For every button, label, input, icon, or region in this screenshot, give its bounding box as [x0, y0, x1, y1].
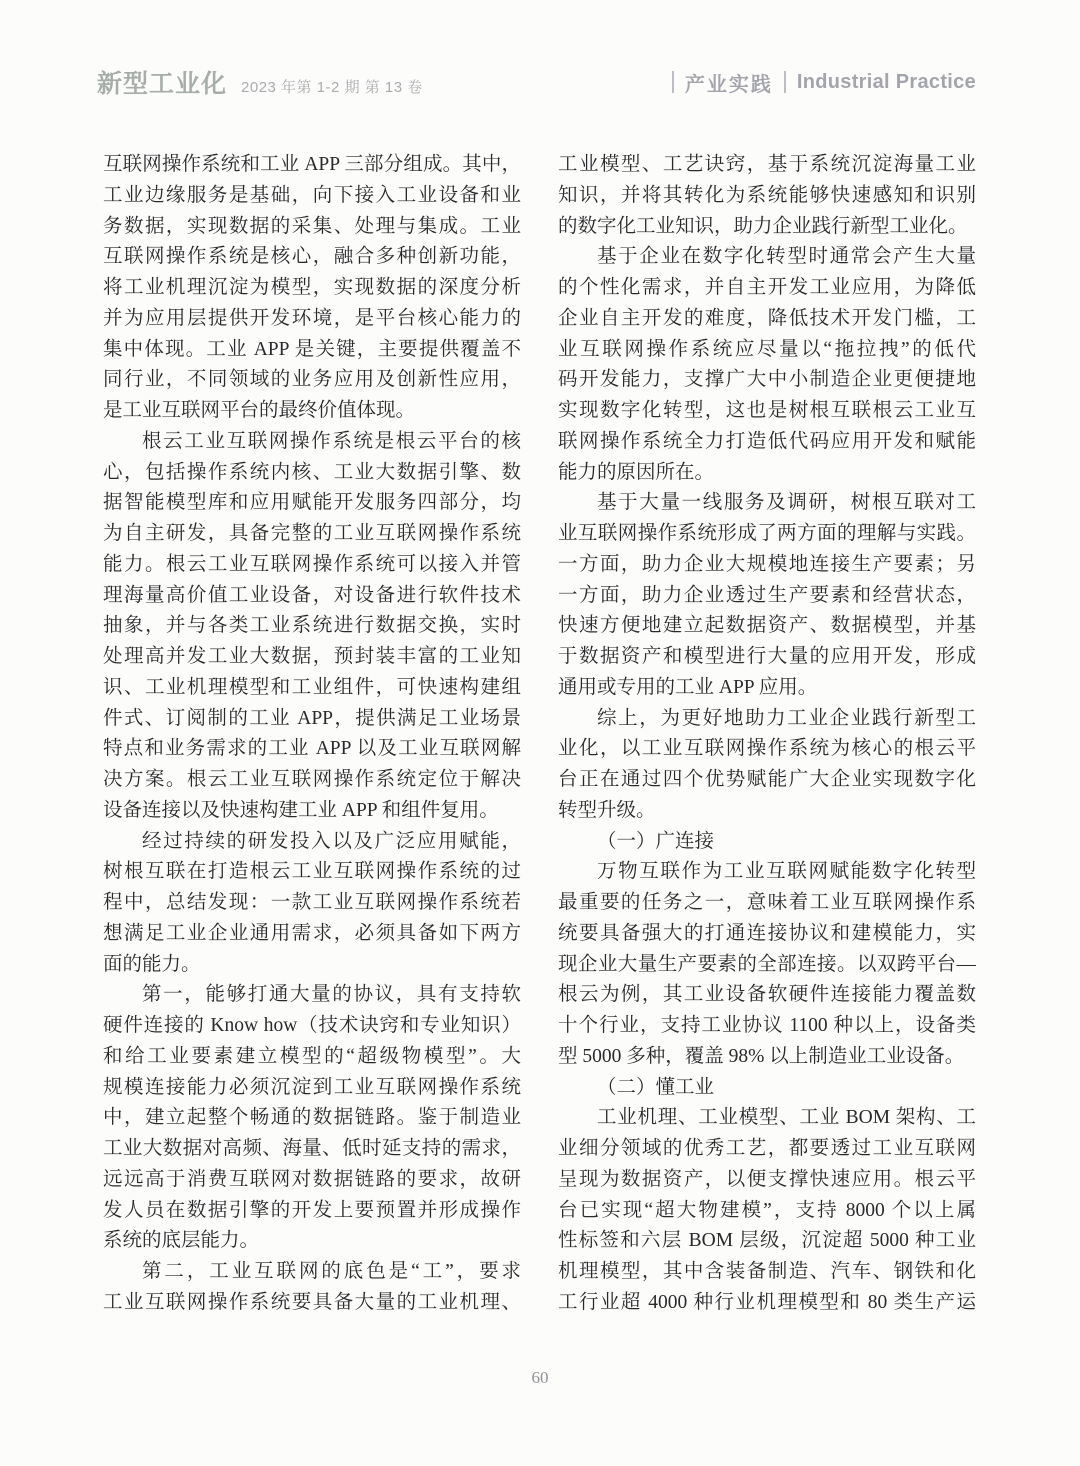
page-number: 60	[531, 1368, 549, 1387]
text-line: 务数据，实现数据的采集、处理与集成。工业	[103, 215, 521, 237]
text-line: 十个行业，支持工业协议 1100 种以上，设备类	[558, 1015, 976, 1036]
text-line: 特点和业务需求的工业 APP 以及工业互联网解	[103, 738, 521, 760]
text-line: 互联网操作系统是核心，融合多种创新功能，	[103, 246, 521, 268]
text-line: 识、工业机理模型和工业组件，可快速构建组	[103, 676, 521, 698]
section-title-cn: 产业实践	[684, 73, 773, 96]
text-line: 最重要的任务之一，意味着工业互联网操作系	[558, 892, 976, 913]
section-header	[661, 68, 976, 97]
text-line: 系统的底层能力。	[103, 1230, 260, 1252]
text-line: 的个性化需求，并自主开发工业应用，为降低	[558, 277, 976, 298]
text-line: 处理高并发工业大数据，预封装丰富的工业知	[103, 646, 521, 667]
text-line: 决方案。根云工业互联网操作系统定位于解决	[103, 769, 521, 790]
text-line: 工业机理、工业模型、工业 BOM 架构、工	[597, 1107, 976, 1129]
text-line: 规模连接能力必须沉淀到工业互联网操作系统	[103, 1076, 521, 1098]
text-line: 业化，以工业互联网操作系统为核心的根云平	[558, 738, 976, 760]
text-line: 机理模型，其中含装备制造、汽车、钢铁和化	[558, 1261, 976, 1282]
text-line: 和给工业要素建立模型的“超级物模型”。大	[103, 1045, 521, 1067]
left-column	[103, 150, 521, 1319]
text-line: 统要具备强大的打通连接协议和建模能力，实	[558, 922, 976, 944]
text-line: 业互联网操作系统应尽量以“拖拉拽”的低代	[558, 338, 976, 360]
text-line: 树根互联在打造根云工业互联网操作系统的过	[103, 861, 521, 883]
text-line: 基于大量一线服务及调研，树根互联对工	[597, 492, 976, 514]
text-line: 互联网操作系统和工业 APP 三部分组成。其中，	[103, 154, 521, 175]
text-line: 工行业超 4000 种行业机理模型和 80 类生产运	[558, 1291, 976, 1313]
text-line: 理海量高价值工业设备，对设备进行软件技术	[103, 584, 521, 606]
text-line: 据智能模型库和应用赋能开发服务四部分，均	[103, 492, 521, 514]
text-line: 台已实现“超大物建模”，支持 8000 个以上属	[558, 1199, 976, 1221]
journal-masthead	[97, 64, 423, 100]
text-line: 设备连接以及快速构建工业 APP 和组件复用。	[103, 799, 499, 821]
text-line: 第二，工业互联网的底色是“工”，要求	[142, 1261, 521, 1282]
text-line: 工业互联网操作系统要具备大量的工业机理、	[103, 1291, 521, 1313]
text-line: 发人员在数据引擎的开发上要预置并形成操作	[103, 1199, 521, 1221]
text-line: 远远高于消费互联网对数据链路的要求，故研	[103, 1168, 521, 1190]
text-line: 想满足工业企业通用需求，必须具备如下两方	[103, 922, 521, 944]
text-line: （一）广连接	[597, 830, 715, 852]
text-line: 经过持续的研发投入以及广泛应用赋能，	[142, 830, 521, 852]
text-line: 程中，总结发现：一款工业互联网操作系统若	[103, 892, 521, 913]
text-line: 将工业机理沉淀为模型，实现数据的深度分析	[103, 277, 521, 298]
text-line: 硬件连接的 Know how（技术诀窍和专业知识）	[103, 1015, 521, 1036]
page-header	[97, 66, 976, 98]
text-line: 快速方便地建立起数据资产、数据模型，并基	[558, 615, 976, 637]
text-line: 型 5000 多种，覆盖 98% 以上制造业工业设备。	[558, 1045, 965, 1067]
article-body	[103, 150, 976, 1319]
text-line: 工业边缘服务是基础，向下接入工业设备和业	[103, 184, 521, 206]
text-line: 通用或专用的工业 APP 应用。	[558, 676, 818, 698]
section-title-en: Industrial Practice	[796, 70, 976, 93]
text-line: 知识，并将其转化为系统能够快速感知和识别	[558, 184, 976, 206]
text-line: 一方面，助力企业大规模地连接生产要素；另	[558, 553, 976, 575]
text-line: 根云工业互联网操作系统是根云平台的核	[142, 430, 521, 452]
text-line: 能力的原因所在。	[558, 461, 715, 483]
text-line: 实现数字化转型，这也是树根互联根云工业互	[558, 400, 976, 421]
journal-issue-info: 2023 年第 1-2 期 第 13 卷	[241, 79, 423, 96]
text-line: 能力。根云工业互联网操作系统可以接入并管	[103, 553, 521, 575]
text-line: 性标签和六层 BOM 层级，沉淀超 5000 种工业	[558, 1230, 976, 1252]
text-line: 转型升级。	[558, 799, 656, 821]
text-line: 一方面，助力企业透过生产要素和经营状态，	[558, 584, 976, 606]
text-line: 并为应用层提供开发环境，是平台核心能力的	[103, 307, 521, 329]
text-line: 中，建立起整个畅通的数据链路。鉴于制造业	[103, 1107, 521, 1129]
text-line: 同行业，不同领域的业务应用及创新性应用，	[103, 369, 521, 391]
text-line: 联网操作系统全力打造低代码应用开发和赋能	[558, 430, 976, 452]
text-line: 的数字化工业知识，助力企业践行新型工业化。	[558, 215, 968, 237]
text-line: 根云为例，其工业设备软硬件连接能力覆盖数	[558, 984, 976, 1006]
text-line: 第一，能够打通大量的协议，具有支持软	[142, 984, 521, 1006]
text-line: 心，包括操作系统内核、工业大数据引擎、数	[103, 461, 521, 483]
text-line: 综上，为更好地助力工业企业践行新型工	[597, 707, 976, 729]
text-line: 现企业大量生产要素的全部连接。以双跨平台—	[558, 953, 976, 975]
text-line: 件式、订阅制的工业 APP，提供满足工业场景	[103, 707, 521, 729]
text-line: 业互联网操作系统形成了两方面的理解与实践。	[558, 523, 976, 544]
text-line: 为自主研发，具备完整的工业互联网操作系统	[103, 523, 521, 544]
text-line: 面的能力。	[103, 953, 201, 975]
right-column	[558, 150, 976, 1319]
text-line: 业细分领域的优秀工艺，都要透过工业互联网	[558, 1138, 976, 1159]
text-line: 万物互联作为工业互联网赋能数字化转型	[597, 861, 976, 883]
text-line: 码开发能力，支撑广大中小制造企业更便捷地	[558, 369, 976, 391]
text-line: 于数据资产和模型进行大量的应用开发，形成	[558, 646, 976, 667]
text-line: 工业大数据对高频、海量、低时延支持的需求，	[103, 1138, 521, 1159]
text-line: 是工业互联网平台的最终价值体现。	[103, 400, 416, 421]
header-divider	[672, 71, 674, 93]
text-line: 集中体现。工业 APP 是关键，主要提供覆盖不	[103, 338, 521, 360]
header-divider	[784, 71, 786, 93]
text-line: 企业自主开发的难度，降低技术开发门槛，工	[558, 307, 976, 329]
text-line: 工业模型、工艺诀窍，基于系统沉淀海量工业	[558, 154, 976, 175]
text-line: 呈现为数据资产，以便支撑快速应用。根云平	[558, 1168, 976, 1190]
journal-title: 新型工业化	[97, 70, 228, 98]
text-line: 台正在通过四个优势赋能广大企业实现数字化	[558, 769, 976, 790]
text-line: （二）懂工业	[597, 1076, 715, 1098]
text-line: 抽象，并与各类工业系统进行数据交换，实时	[103, 615, 521, 637]
text-line: 基于企业在数字化转型时通常会产生大量	[597, 246, 976, 268]
page-footer	[0, 1368, 1080, 1388]
